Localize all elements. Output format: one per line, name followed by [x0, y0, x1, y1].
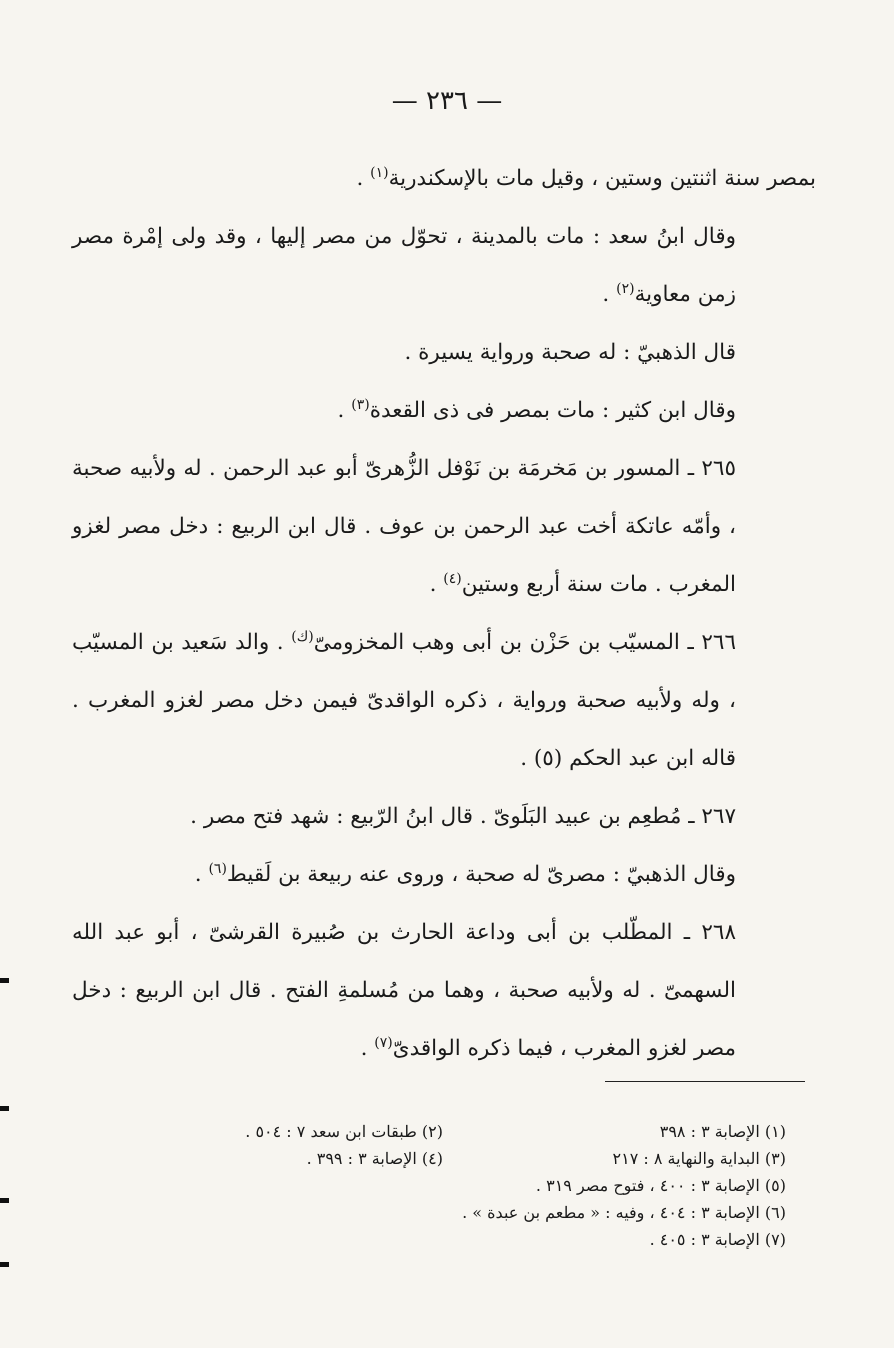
paragraph-text: ٢٦٨ ـ المطّلب بن أبى وداعة الحارث بن صُبيرة القرشىّ ، أبو عبد الله السهمىّ . له ولأبيه صحبة ، وهما من مُسلمةِ الفتح . قال ابن الربيع : دخل مصر لغزو المغرب ، فيما ذكره الواقدىّ: [72, 920, 736, 1061]
footnote-ref: (٧): [374, 1034, 393, 1051]
footnote-3: (٣) البداية والنهاية ٨ : ٢١٧: [612, 1149, 786, 1168]
footnote-separator: [605, 1081, 805, 1082]
entry-268: [72, 904, 816, 1078]
binding-mark: [0, 978, 9, 983]
paragraph-text: قال الذهبيّ : له صحبة ورواية يسيرة .: [404, 340, 736, 365]
footnote-ref: (١): [370, 164, 389, 181]
paragraph-text: ٢٦٥ ـ المسور بن مَخرمَة بن نَوْفل الزُّهرىّ أبو عبد الرحمن . له ولأبيه صحبة ، وأمّه عاتكة أخت عبد الرحمن بن عوف . قال ابن الربيع : دخل مصر لغزو المغرب . مات سنة أربع وستين: [72, 456, 736, 597]
footnote-6: (٦) الإصابة ٣ : ٤٠٤ ، وفيه : « مطعم بن عبدة » .: [462, 1203, 786, 1222]
binding-mark: [0, 1106, 9, 1111]
paragraph-text: بمصر سنة اثنتين وستين ، وقيل مات بالإسكندرية: [388, 166, 816, 191]
paragraph-tail: .: [337, 398, 352, 423]
paragraph-text: وقال ابنُ سعد : مات بالمدينة ، تحوّل من مصر إليها ، وقد ولى إمْرة مصر زمن معاوية: [72, 224, 736, 307]
footnote-row: [100, 1226, 786, 1253]
footnote-ref: (٦): [208, 860, 227, 877]
paragraph-3: [72, 324, 816, 382]
paragraph-4: [72, 382, 816, 440]
paragraph-tail: . والد سَعيد بن المسيّب ، وله ولأبيه صحبة ورواية ، ذكره الواقدىّ فيمن دخل مصر لغزو المغرب . قاله ابن عبد الحكم (٥) .: [72, 630, 736, 771]
footnote-ref: (٢): [616, 280, 635, 297]
footnote-5: (٥) الإصابة ٣ : ٤٠٠ ، فتوح مصر ٣١٩ .: [535, 1176, 786, 1195]
paragraph-8: [72, 846, 816, 904]
paragraph-tail: .: [356, 166, 371, 191]
footnote-row: [100, 1172, 786, 1199]
paragraph-tail: .: [429, 572, 444, 597]
main-text: [72, 150, 816, 1078]
paragraph-text: ٢٦٦ ـ المسيّب بن حَزْن بن أبى وهب المخزومىّ: [313, 630, 736, 655]
paragraph-tail: .: [602, 282, 617, 307]
paragraph-text: ٢٦٧ ـ مُطعِم بن عبيد البَلَوىّ . قال ابنُ الرّبيع : شهد فتح مصر .: [190, 804, 736, 829]
entry-266: [72, 614, 816, 788]
footnotes: [100, 1118, 786, 1253]
footnote-ref: (ك): [291, 628, 314, 645]
paragraph-tail: .: [360, 1036, 375, 1061]
paragraph-text: وقال ابن كثير : مات بمصر فى ذى القعدة: [369, 398, 736, 423]
paragraph-tail: .: [194, 862, 209, 887]
entry-267: [72, 788, 816, 846]
entry-265: [72, 440, 816, 614]
footnote-row: [100, 1118, 786, 1145]
paragraph-1: [72, 150, 816, 208]
footnote-7: (٧) الإصابة ٣ : ٤٠٥ .: [649, 1230, 786, 1249]
paragraph-text: وقال الذهبيّ : مصرىّ له صحبة ، وروى عنه ربيعة بن لَقيط: [226, 862, 736, 887]
binding-mark: [0, 1198, 9, 1203]
footnote-ref: (٤): [443, 570, 462, 587]
footnote-2: (٢) طبقات ابن سعد ٧ : ٥٠٤ .: [245, 1122, 443, 1141]
footnote-1: (١) الإصابة ٣ : ٣٩٨: [659, 1122, 786, 1141]
paragraph-2: [72, 208, 816, 324]
footnote-row: [100, 1199, 786, 1226]
footnote-row: [100, 1145, 786, 1172]
footnote-ref: (٣): [351, 396, 370, 413]
binding-mark: [0, 1262, 9, 1267]
page-number: — ٢٣٦ —: [391, 86, 503, 116]
footnote-4: (٤) الإصابة ٣ : ٣٩٩ .: [306, 1149, 443, 1168]
